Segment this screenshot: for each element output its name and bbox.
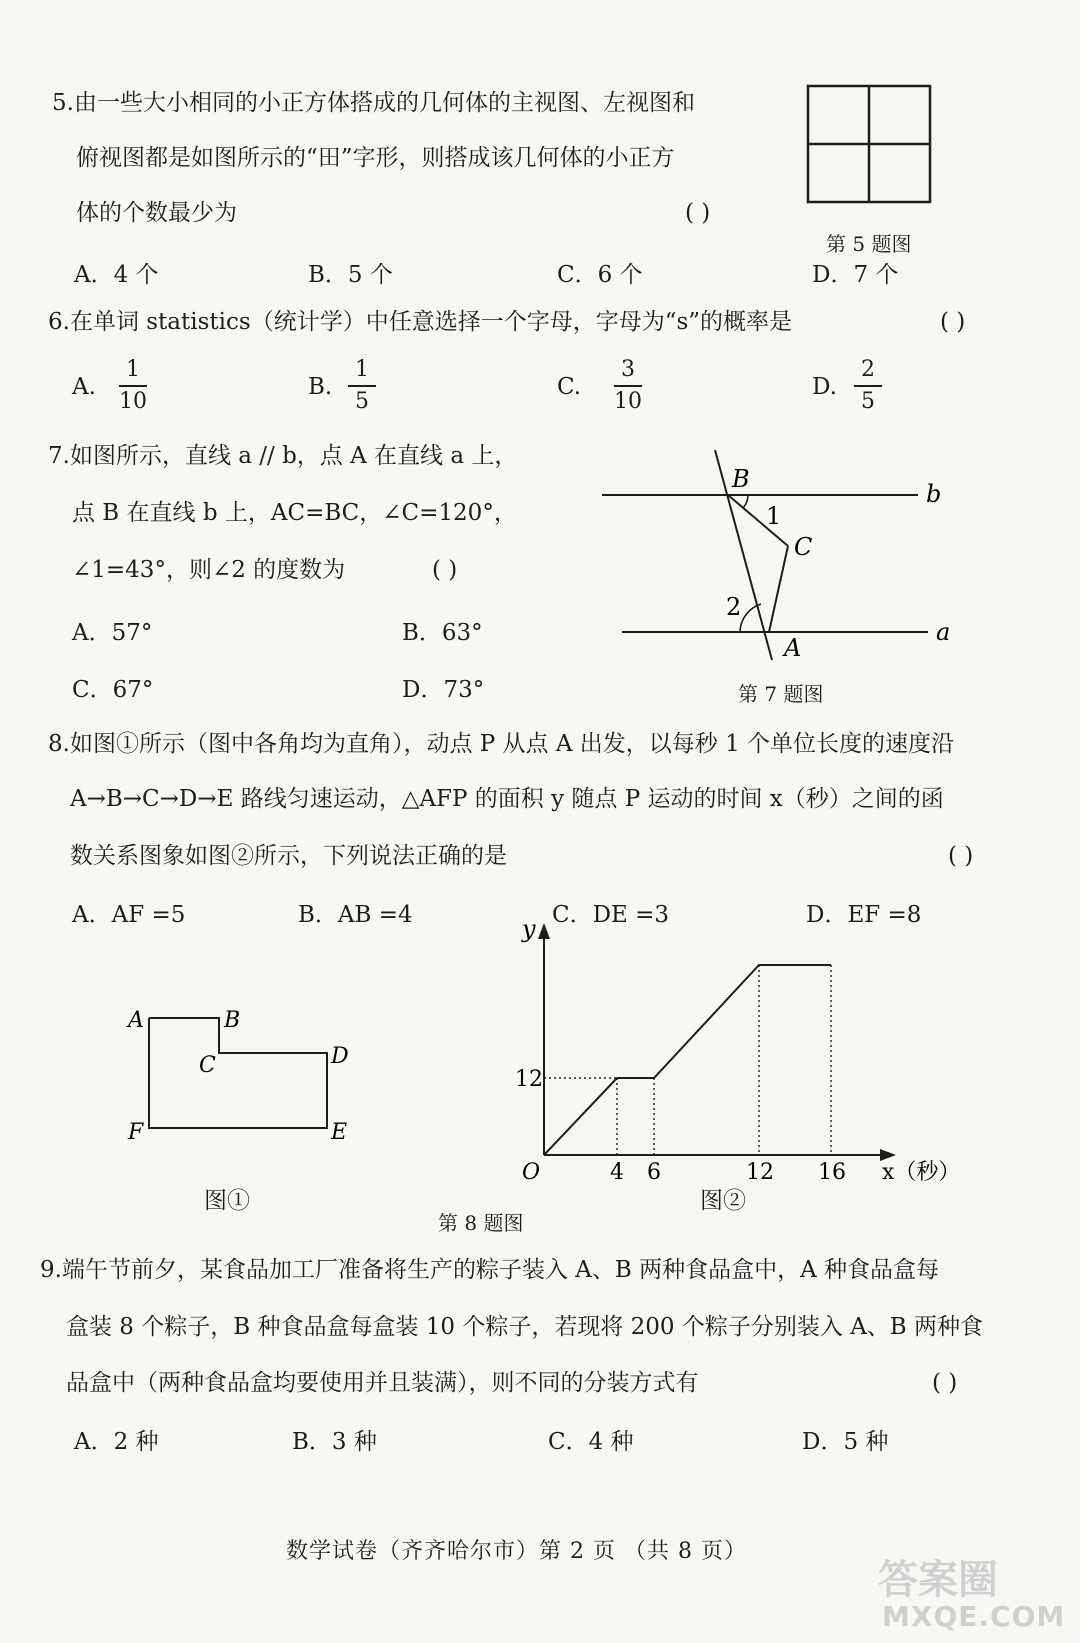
q6-option-b-fraction[interactable]: [342, 355, 382, 417]
q7-segment-ca: [769, 546, 788, 632]
q6-answer-paren: ( ): [940, 309, 966, 335]
q7-angle-1-arc: [743, 495, 748, 508]
q7-figure: [590, 440, 960, 670]
q8-graph: [500, 915, 970, 1190]
q8-fig1-label-E: E: [331, 1120, 348, 1145]
q8-fig1-label-C: C: [199, 1053, 216, 1078]
q9-option-b[interactable]: B．3 种: [292, 1429, 377, 1455]
q8-line-3: 数关系图象如图②所示，下列说法正确的是: [70, 843, 507, 869]
q8-graph-x-tick-4: 4: [610, 1160, 624, 1185]
q8-fig1-outline: [149, 1018, 327, 1128]
q7-line-2: 点 B 在直线 b 上，AC=BC，∠C=120°，: [72, 500, 517, 526]
q9-answer-paren: ( ): [932, 1370, 958, 1396]
q5-line-1: 5.由一些大小相同的小正方体搭成的几何体的主视图、左视图和: [52, 90, 695, 116]
q7-label-1: 1: [766, 502, 782, 530]
q9-option-d[interactable]: D．5 种: [802, 1429, 889, 1455]
q8-graph-y-arrow: [538, 923, 550, 939]
page-footer: 数学试卷（齐齐哈尔市）第 2 页 （共 8 页）: [286, 1539, 747, 1564]
q5-option-c[interactable]: C．6 个: [557, 262, 643, 288]
q6-option-d-fraction[interactable]: [848, 355, 888, 417]
q6-option-d-numerator: 2: [861, 357, 875, 382]
q5-line-3: 体的个数最少为: [76, 200, 237, 226]
q6-option-c-label[interactable]: C.: [557, 374, 582, 400]
q7-option-d[interactable]: D．73°: [402, 677, 485, 703]
q5-answer-paren: ( ): [685, 200, 711, 226]
q8-fig2-caption: 图②: [700, 1188, 746, 1214]
q9-option-a[interactable]: A．2 种: [74, 1429, 159, 1455]
q6-option-a-label[interactable]: A.: [72, 374, 96, 400]
q8-fig1-label-D: D: [331, 1044, 349, 1069]
q9-line-3: 品盒中（两种食品盒均要使用并且装满），则不同的分装方式有: [66, 1370, 699, 1396]
q8-answer-paren: ( ): [948, 843, 974, 869]
q8-graph-x-tick-16: 16: [818, 1160, 846, 1185]
q6-option-d-denominator: 5: [861, 389, 875, 414]
q8-caption: 第 8 题图: [438, 1211, 524, 1235]
q8-option-a[interactable]: A．AF =5: [72, 902, 186, 928]
q9-line-2: 盒装 8 个粽子，B 种食品盒每盒装 10 个粽子，若现将 200 个粽子分别装入 A、B 两种食: [66, 1314, 984, 1340]
watermark-site-text: MXQE.COM: [882, 1600, 1066, 1633]
q8-fig1-label-F: F: [128, 1120, 144, 1145]
q6-option-d-label[interactable]: D.: [812, 374, 837, 400]
q6-option-a-fraction[interactable]: [113, 355, 153, 417]
q6-option-c-fraction[interactable]: [608, 355, 648, 417]
q6-option-c-denominator: 10: [614, 389, 642, 414]
q8-fig1-label-A: A: [128, 1008, 144, 1033]
q7-line-3: ∠1=43°，则∠2 的度数为: [72, 557, 346, 583]
q8-graph-function-line: [544, 965, 831, 1155]
q6-option-b-denominator: 5: [355, 389, 369, 414]
q7-label-b: b: [926, 480, 942, 508]
q7-option-a[interactable]: A．57°: [72, 620, 153, 646]
q7-label-C: C: [794, 533, 813, 561]
q5-option-a[interactable]: A．4 个: [74, 262, 159, 288]
q7-answer-paren: ( ): [432, 557, 458, 583]
q8-graph-x-tick-12: 12: [746, 1160, 774, 1185]
q8-option-d[interactable]: D．EF =8: [806, 902, 922, 928]
q9-line-1: 9.端午节前夕，某食品加工厂准备将生产的粽子装入 A、B 两种食品盒中，A 种食品盒每: [40, 1257, 939, 1283]
q8-graph-y-tick-12: 12: [515, 1067, 543, 1092]
watermark-logo-text: 答案圈: [878, 1557, 998, 1603]
q6-option-a-denominator: 10: [119, 389, 147, 414]
q5-grid-figure: [806, 84, 934, 206]
q7-option-c[interactable]: C．67°: [72, 677, 154, 703]
q5-option-b[interactable]: B．5 个: [308, 262, 393, 288]
q8-option-c[interactable]: C．DE =3: [552, 902, 670, 928]
q6-option-b-label[interactable]: B.: [308, 374, 333, 400]
q7-caption: 第 7 题图: [738, 682, 824, 706]
q8-fig1-caption: 图①: [204, 1188, 250, 1214]
q5-caption: 第 5 题图: [826, 232, 912, 256]
q5-line-2: 俯视图都是如图所示的“田”字形，则搭成该几何体的小正方: [76, 145, 675, 171]
q6-text: 6.在单词 statistics（统计学）中任意选择一个字母，字母为“s”的概率是: [48, 309, 793, 335]
q7-option-b[interactable]: B．63°: [402, 620, 483, 646]
q8-graph-origin: O: [522, 1160, 541, 1185]
q7-label-a: a: [936, 618, 951, 646]
q8-fig1-label-B: B: [224, 1008, 241, 1033]
q8-line-1: 8.如图①所示（图中各角均为直角），动点 P 从点 A 出发，以每秒 1 个单位长度的速度沿: [48, 731, 955, 757]
q8-graph-y-label: y: [522, 915, 536, 943]
q8-figure-1: [120, 1000, 360, 1150]
q8-option-b[interactable]: B．AB =4: [298, 902, 413, 928]
q7-label-B: B: [732, 465, 750, 493]
q8-graph-x-tick-6: 6: [647, 1160, 661, 1185]
q9-option-c[interactable]: C．4 种: [548, 1429, 634, 1455]
q7-line-1: 7.如图所示，直线 a // b，点 A 在直线 a 上，: [48, 443, 518, 469]
q7-label-2: 2: [726, 593, 742, 621]
q6-option-b-numerator: 1: [355, 357, 369, 382]
q5-option-d[interactable]: D．7 个: [812, 262, 899, 288]
q6-option-a-numerator: 1: [126, 357, 140, 382]
q8-line-2: A→B→C→D→E 路线匀速运动，△AFP 的面积 y 随点 P 运动的时间 x（秒）之间的函: [70, 786, 944, 812]
q6-option-c-numerator: 3: [621, 357, 635, 382]
q8-graph-x-label: x（秒）: [882, 1160, 961, 1185]
q7-label-A: A: [784, 634, 802, 662]
